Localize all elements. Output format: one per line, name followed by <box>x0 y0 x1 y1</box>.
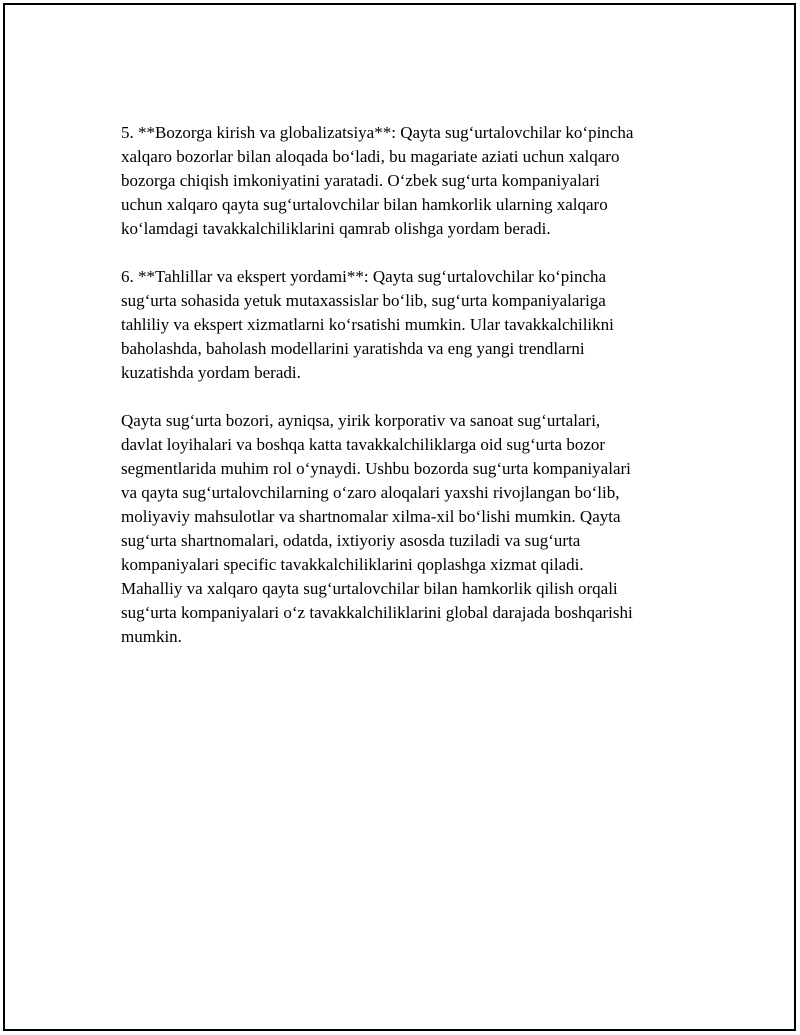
text-line: kuzatishda yordam beradi. <box>121 363 301 382</box>
text-line: mumkin. <box>121 627 182 646</box>
paragraph-reinsurance-market <box>121 409 691 649</box>
text-line: segmentlarida muhim rol o‘ynaydi. Ushbu bozorda sug‘urta kompaniyalari <box>121 459 631 478</box>
text-line: Qayta sug‘urta bozori, ayniqsa, yirik korporativ va sanoat sug‘urtalari, <box>121 411 601 430</box>
text-line: moliyaviy mahsulotlar va shartnomalar xilma-xil bo‘lishi mumkin. Qayta <box>121 507 621 526</box>
text-line: baholashda, baholash modellarini yaratishda va eng yangi trendlarni <box>121 339 585 358</box>
text-line: xalqaro bozorlar bilan aloqada bo‘ladi, bu magariate aziati uchun xalqaro <box>121 147 620 166</box>
text-line: va qayta sug‘urtalovchilarning o‘zaro aloqalari yaxshi rivojlangan bo‘lib, <box>121 483 620 502</box>
text-line: uchun xalqaro qayta sug‘urtalovchilar bilan hamkorlik ularning xalqaro <box>121 195 608 214</box>
paragraph-market-access <box>121 121 691 241</box>
paragraph-expert-support <box>121 265 691 385</box>
text-line: tahliliy va ekspert xizmatlarni ko‘rsatishi mumkin. Ular tavakkalchilikni <box>121 315 614 334</box>
page-frame <box>3 3 796 1031</box>
text-line: sug‘urta kompaniyalari o‘z tavakkalchiliklarini global darajada boshqarishi <box>121 603 633 622</box>
text-line: davlat loyihalari va boshqa katta tavakkalchiliklarga oid sug‘urta bozor <box>121 435 606 454</box>
text-line: 5. **Bozorga kirish va globalizatsiya**: Qayta sug‘urtalovchilar ko‘pincha <box>121 123 634 142</box>
document-body <box>121 121 691 673</box>
text-line: Mahalliy va xalqaro qayta sug‘urtalovchilar bilan hamkorlik qilish orqali <box>121 579 618 598</box>
text-line: bozorga chiqish imkoniyatini yaratadi. O‘zbek sug‘urta kompaniyalari <box>121 171 600 190</box>
text-line: ko‘lamdagi tavakkalchiliklarini qamrab olishga yordam beradi. <box>121 219 551 238</box>
text-line: kompaniyalari specific tavakkalchiliklarini qoplashga xizmat qiladi. <box>121 555 584 574</box>
text-line: sug‘urta shartnomalari, odatda, ixtiyoriy asosda tuziladi va sug‘urta <box>121 531 581 550</box>
text-line: 6. **Tahlillar va ekspert yordami**: Qayta sug‘urtalovchilar ko‘pincha <box>121 267 607 286</box>
text-line: sug‘urta sohasida yetuk mutaxassislar bo‘lib, sug‘urta kompaniyalariga <box>121 291 606 310</box>
